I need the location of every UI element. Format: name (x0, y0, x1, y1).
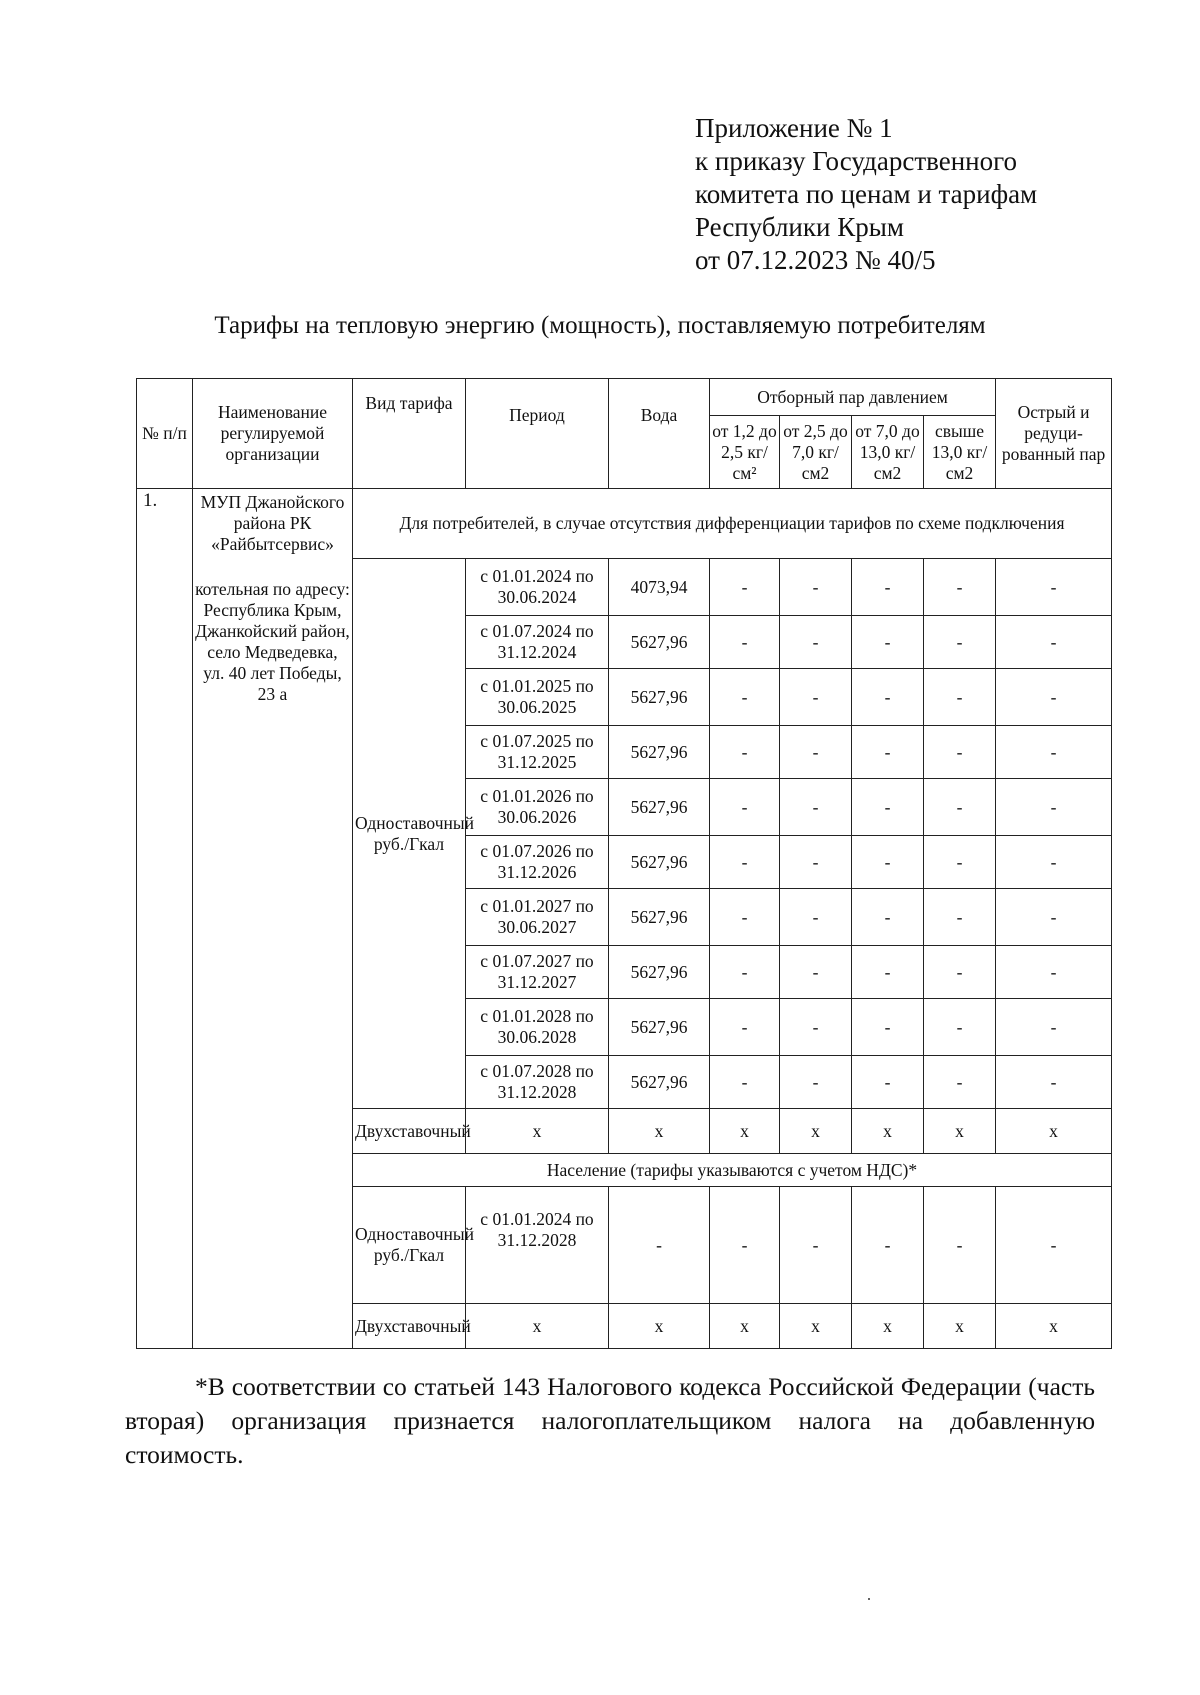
x-cell: х (609, 1109, 710, 1154)
dash-cell: - (852, 946, 924, 999)
dash-cell: - (710, 779, 780, 836)
x-cell: х (924, 1109, 996, 1154)
dash-cell: - (924, 559, 996, 616)
dash-cell: - (710, 999, 780, 1056)
header-org: Наименование регулируемой организации (193, 379, 353, 489)
header-steam-4: свыше 13,0 кг/см2 (924, 416, 996, 489)
dash-cell: - (710, 559, 780, 616)
x-cell: х (852, 1304, 924, 1349)
dash-cell: - (780, 559, 852, 616)
dash-cell: - (780, 1056, 852, 1109)
dash-cell: - (996, 1187, 1112, 1304)
dash-cell: - (924, 1056, 996, 1109)
dash-cell: - (780, 616, 852, 669)
water-cell: 5627,96 (609, 669, 710, 726)
water-cell: 5627,96 (609, 946, 710, 999)
header-line: Приложение № 1 (695, 113, 893, 143)
dash-cell: - (780, 836, 852, 889)
x-cell: х (466, 1304, 609, 1349)
water-cell: 5627,96 (609, 1056, 710, 1109)
dash-cell: - (924, 946, 996, 999)
dash-cell: - (780, 889, 852, 946)
header-steam-2: от 2,5 до 7,0 кг/см2 (780, 416, 852, 489)
dash-cell: - (924, 726, 996, 779)
dash-cell: - (710, 889, 780, 946)
water-cell: 5627,96 (609, 779, 710, 836)
dash-cell: - (780, 999, 852, 1056)
header-steam-3: от 7,0 до 13,0 кг/см2 (852, 416, 924, 489)
period-cell: с 01.07.2025 по 31.12.2025 (466, 726, 609, 779)
dash-cell: - (924, 669, 996, 726)
dash-cell: - (852, 1056, 924, 1109)
dash-cell: - (996, 616, 1112, 669)
dash-cell: - (710, 946, 780, 999)
x-cell: х (924, 1304, 996, 1349)
org-cell (193, 489, 353, 1349)
header-period: Период (466, 379, 609, 489)
row-number: 1. (137, 489, 193, 1349)
x-cell: х (780, 1304, 852, 1349)
dash-cell: - (924, 779, 996, 836)
dash-cell: - (852, 836, 924, 889)
section-consumers: Для потребителей, в случае отсутствия дифференциации тарифов по схеме подключения (353, 489, 1112, 559)
dash-cell: - (996, 836, 1112, 889)
org-address: котельная по адресу: Республика Крым, Джанкойский район, село Медведевка, ул. 40 лет Победы, 23 а (195, 579, 350, 704)
water-cell: 4073,94 (609, 559, 710, 616)
scan-dot (868, 1598, 870, 1600)
document-title: Тарифы на тепловую энергию (мощность), поставляемую потребителям (214, 312, 986, 339)
dash-cell: - (852, 1187, 924, 1304)
dash-cell: - (852, 669, 924, 726)
header-steam-group: Отборный пар давлением (710, 379, 996, 416)
x-cell: х (609, 1304, 710, 1349)
header-line: комитета по ценам и тарифам (695, 179, 1038, 209)
x-cell: х (996, 1109, 1112, 1154)
dash-cell: - (924, 889, 996, 946)
water-cell: - (609, 1187, 710, 1304)
tariff-table (136, 378, 1112, 1349)
dash-cell: - (852, 726, 924, 779)
dash-cell: - (924, 616, 996, 669)
period-cell: с 01.07.2026 по 31.12.2026 (466, 836, 609, 889)
dash-cell: - (852, 999, 924, 1056)
dash-cell: - (780, 726, 852, 779)
water-cell: 5627,96 (609, 616, 710, 669)
dash-cell: - (924, 836, 996, 889)
single-rate-label: Одноставочный руб./Гкал (353, 559, 466, 1109)
header-water: Вода (609, 379, 710, 489)
period-cell: с 01.01.2026 по 30.06.2026 (466, 779, 609, 836)
water-cell: 5627,96 (609, 889, 710, 946)
dash-cell: - (996, 1056, 1112, 1109)
period-cell: с 01.07.2027 по 31.12.2027 (466, 946, 609, 999)
dash-cell: - (710, 836, 780, 889)
dash-cell: - (780, 669, 852, 726)
dash-cell: - (996, 669, 1112, 726)
dash-cell: - (710, 616, 780, 669)
section-population: Население (тарифы указываются с учетом НДС)* (353, 1154, 1112, 1187)
dash-cell: - (710, 1187, 780, 1304)
header-line: Республики Крым (695, 212, 904, 242)
dash-cell: - (852, 616, 924, 669)
x-cell: х (780, 1109, 852, 1154)
dash-cell: - (996, 999, 1112, 1056)
header-steam-1: от 1,2 до 2,5 кг/см² (710, 416, 780, 489)
dash-cell: - (710, 726, 780, 779)
period-cell: с 01.07.2024 по 31.12.2024 (466, 616, 609, 669)
two-rate-label: Двухставочный (353, 1109, 466, 1154)
dash-cell: - (996, 559, 1112, 616)
header-sharp-steam: Острый и редуци-рованный пар (996, 379, 1112, 489)
dash-cell: - (780, 1187, 852, 1304)
header-line: к приказу Государственного (695, 146, 1018, 176)
dash-cell: - (996, 779, 1112, 836)
x-cell: х (710, 1304, 780, 1349)
x-cell: х (466, 1109, 609, 1154)
footnote: *В соответствии со статьей 143 Налогового кодекса Российской Федерации (часть вторая) организация признается налогоплательщиком налога на добавленную стоимость. (125, 1372, 1095, 1469)
dash-cell: - (780, 946, 852, 999)
period-cell: с 01.01.2027 по 30.06.2027 (466, 889, 609, 946)
dash-cell: - (996, 889, 1112, 946)
x-cell: х (852, 1109, 924, 1154)
two-rate-label: Двухставочный (353, 1304, 466, 1349)
dash-cell: - (996, 946, 1112, 999)
single-rate-label: Одноставочный руб./Гкал (353, 1187, 466, 1304)
header-num: № п/п (137, 379, 193, 489)
appendix-header (695, 112, 1115, 277)
dash-cell: - (924, 1187, 996, 1304)
dash-cell: - (852, 889, 924, 946)
header-line: от 07.12.2023 № 40/5 (695, 245, 936, 275)
dash-cell: - (924, 999, 996, 1056)
period-cell: с 01.07.2028 по 31.12.2028 (466, 1056, 609, 1109)
header-type: Вид тарифа (353, 379, 466, 489)
period-cell: с 01.01.2024 по 30.06.2024 (466, 559, 609, 616)
x-cell: х (710, 1109, 780, 1154)
water-cell: 5627,96 (609, 726, 710, 779)
dash-cell: - (710, 669, 780, 726)
water-cell: 5627,96 (609, 999, 710, 1056)
dash-cell: - (852, 559, 924, 616)
org-name: МУП Джанойского района РК «Райбытсервис» (200, 492, 345, 554)
dash-cell: - (996, 726, 1112, 779)
dash-cell: - (852, 779, 924, 836)
water-cell: 5627,96 (609, 836, 710, 889)
dash-cell: - (780, 779, 852, 836)
period-cell: с 01.01.2025 по 30.06.2025 (466, 669, 609, 726)
period-cell: с 01.01.2024 по 31.12.2028 (466, 1187, 609, 1304)
x-cell: х (996, 1304, 1112, 1349)
period-cell: с 01.01.2028 по 30.06.2028 (466, 999, 609, 1056)
dash-cell: - (710, 1056, 780, 1109)
